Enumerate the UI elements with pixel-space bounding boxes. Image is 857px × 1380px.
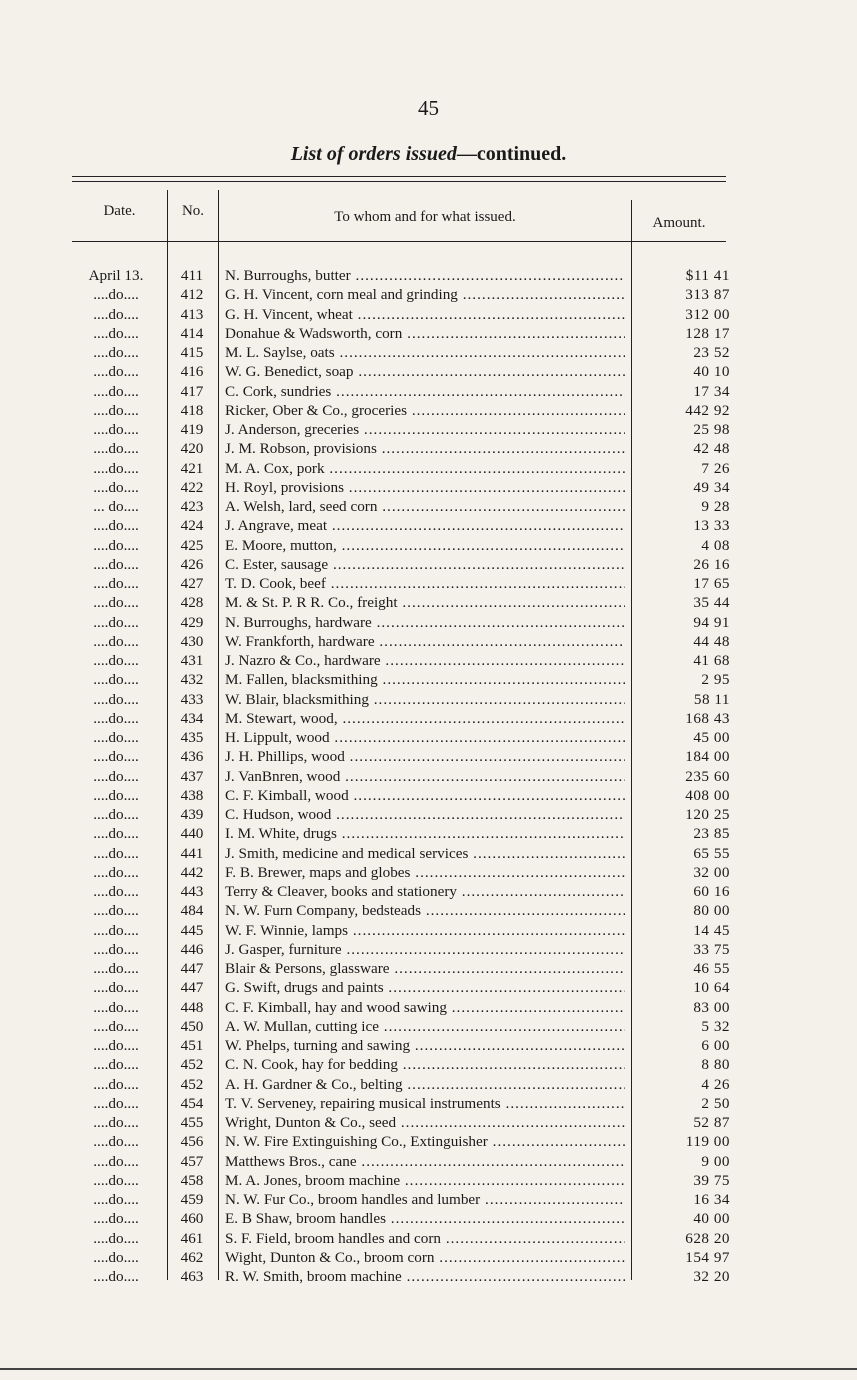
order-number: 443 (180, 883, 204, 900)
order-description: J. H. Phillips, wood ..... (225, 747, 625, 766)
order-description: C. F. Kimball, hay and wood sawing ..... (225, 998, 625, 1017)
order-date: ....do.... (93, 517, 139, 535)
order-description: J. Smith, medicine and medical services ..... (225, 844, 625, 863)
header-no: No. (181, 203, 205, 219)
order-number: 463 (180, 1268, 204, 1285)
order-date: ... do.... (93, 498, 139, 515)
table-row (0, 824, 857, 843)
order-number: 448 (180, 998, 204, 1016)
order-number: 436 (180, 748, 204, 766)
order-description: H. Lippult, wood ..... (225, 728, 625, 747)
order-description: J. Anderson, greceries ..... (225, 420, 625, 439)
order-date: ....do.... (93, 709, 139, 727)
order-description: G. Swift, drugs and paints ..... (225, 978, 625, 997)
order-amount: 5 32 (701, 1017, 730, 1035)
order-date: ....do.... (93, 363, 139, 381)
order-date: ....do.... (93, 613, 139, 631)
order-number: 434 (180, 709, 204, 727)
order-amount: 33 75 (693, 940, 730, 958)
table-row (0, 632, 857, 651)
table-row (0, 767, 857, 786)
order-amount: 2 95 (701, 671, 730, 689)
order-date: ....do.... (93, 825, 139, 843)
order-date: ....do.... (93, 1191, 139, 1208)
order-number: 431 (180, 652, 204, 669)
table-row (0, 844, 857, 863)
order-number: 416 (180, 363, 204, 381)
order-amount: 40 10 (693, 363, 730, 381)
order-amount: 235 60 (685, 767, 730, 785)
table-row (0, 516, 857, 535)
order-description: W. G. Benedict, soap ..... (225, 362, 625, 381)
order-number: 437 (180, 767, 204, 785)
top-rule-2 (72, 181, 726, 182)
order-date: ....do.... (93, 382, 139, 400)
order-description: E. B Shaw, broom handles ..... (225, 1209, 625, 1228)
table-row (0, 747, 857, 766)
order-amount: 58 11 (693, 690, 730, 708)
order-date: ....do.... (93, 921, 139, 939)
order-number: 419 (180, 421, 204, 438)
table-row (0, 1248, 857, 1267)
order-date: ....do.... (93, 1017, 139, 1035)
header-rule (72, 241, 726, 242)
order-number: 455 (180, 1114, 204, 1131)
order-amount: 408 00 (685, 786, 730, 804)
table-row (0, 343, 857, 362)
order-amount: 80 00 (693, 902, 730, 920)
table-row (0, 1229, 857, 1248)
table-row (0, 959, 857, 978)
order-description: N. Burroughs, butter ..... (225, 266, 625, 285)
order-number: 460 (180, 1210, 204, 1228)
table-row (0, 1209, 857, 1228)
order-date: ....do.... (93, 536, 139, 554)
order-date: ....do.... (93, 652, 139, 669)
header-desc: To whom and for what issued. (334, 209, 516, 225)
table-row (0, 1113, 857, 1132)
order-amount: 39 75 (693, 1171, 730, 1189)
order-description: M. A. Cox, pork ..... (225, 459, 625, 478)
order-amount: 7 26 (701, 459, 730, 477)
table-row (0, 1152, 857, 1171)
order-number: 450 (180, 1017, 204, 1035)
order-date: ....do.... (93, 786, 139, 804)
table-row (0, 805, 857, 824)
order-description: M. & St. P. R R. Co., freight ..... (225, 593, 625, 612)
order-amount: 168 43 (685, 709, 730, 727)
order-amount: 442 92 (685, 401, 730, 419)
order-description: N. W. Fire Extinguishing Co., Extinguisher ..... (225, 1132, 625, 1151)
order-amount: 10 64 (693, 979, 730, 997)
order-description: A. H. Gardner & Co., belting ..... (225, 1075, 625, 1094)
page-title-rest: —continued. (456, 143, 567, 165)
order-amount: 32 00 (693, 863, 730, 881)
order-date: ....do.... (93, 286, 139, 304)
table-row (0, 998, 857, 1017)
order-amount: $11 41 (685, 267, 730, 284)
order-description: E. Moore, mutton, ..... (225, 536, 625, 555)
order-description: C. Hudson, wood ..... (225, 805, 625, 824)
order-amount: 49 34 (693, 478, 730, 496)
order-amount: 23 52 (693, 344, 730, 361)
order-description: C. Ester, sausage ..... (225, 555, 625, 574)
table-row (0, 420, 857, 439)
order-number: 427 (180, 575, 204, 592)
order-number: 458 (180, 1171, 204, 1189)
order-amount: 23 85 (693, 825, 730, 843)
table-row (0, 709, 857, 728)
order-number: 428 (180, 594, 204, 612)
order-date: ....do.... (93, 1133, 139, 1151)
order-date: ....do.... (93, 1248, 139, 1266)
order-date: ....do.... (93, 863, 139, 881)
order-number: 421 (180, 459, 204, 477)
order-number: 425 (180, 536, 204, 554)
order-description: Matthews Bros., cane ..... (225, 1152, 625, 1171)
table-row (0, 459, 857, 478)
order-number: 457 (180, 1152, 204, 1170)
order-date: ....do.... (93, 575, 139, 592)
table-row (0, 555, 857, 574)
order-description: Wight, Dunton & Co., broom corn ..... (225, 1248, 625, 1267)
order-description: H. Royl, provisions ..... (225, 478, 625, 497)
order-number: 412 (180, 286, 204, 304)
order-description: C. F. Kimball, wood ..... (225, 786, 625, 805)
order-date: ....do.... (93, 1094, 139, 1112)
table-row (0, 651, 857, 670)
table-row (0, 478, 857, 497)
order-description: M. Fallen, blacksmithing ..... (225, 670, 625, 689)
table-row (0, 728, 857, 747)
order-amount: 42 48 (693, 440, 730, 458)
order-number: 432 (180, 671, 204, 689)
table-row (0, 786, 857, 805)
table-row (0, 863, 857, 882)
table-row (0, 382, 857, 401)
order-description: A. Welsh, lard, seed corn ..... (225, 497, 625, 516)
order-date: ....do.... (93, 478, 139, 496)
order-description: J. VanBnren, wood ..... (225, 767, 625, 786)
footer-rule (0, 1368, 857, 1370)
order-amount: 13 33 (693, 517, 730, 535)
table-row (0, 1132, 857, 1151)
header-amount: Amount. (652, 215, 706, 231)
order-date: ....do.... (93, 960, 139, 977)
order-date: ....do.... (93, 883, 139, 900)
order-number: 462 (180, 1248, 204, 1266)
order-description: T. V. Serveney, repairing musical instruments ..... (225, 1094, 625, 1113)
order-date: ....do.... (93, 421, 139, 438)
order-date: ....do.... (93, 671, 139, 689)
order-amount: 32 20 (693, 1268, 730, 1285)
order-description: N. Burroughs, hardware ..... (225, 613, 625, 632)
table-row (0, 1017, 857, 1036)
order-description: F. B. Brewer, maps and globes ..... (225, 863, 625, 882)
order-amount: 17 34 (693, 382, 730, 400)
page-title (0, 143, 857, 166)
order-number: 439 (180, 806, 204, 823)
order-amount: 154 97 (685, 1248, 730, 1266)
order-amount: 628 20 (685, 1229, 730, 1247)
order-description: R. W. Smith, broom machine ..... (225, 1267, 625, 1286)
order-amount: 60 16 (693, 883, 730, 900)
order-number: 442 (180, 863, 204, 881)
order-amount: 14 45 (693, 921, 730, 939)
table-row (0, 1094, 857, 1113)
order-amount: 35 44 (693, 594, 730, 612)
order-number: 440 (180, 825, 204, 843)
table-row (0, 901, 857, 920)
order-date: ....do.... (93, 729, 139, 746)
order-number: 422 (180, 478, 204, 496)
order-date: ....do.... (93, 690, 139, 708)
table-row (0, 497, 857, 516)
order-number: 418 (180, 401, 204, 419)
order-number: 429 (180, 613, 204, 631)
order-description: N. W. Furn Company, bedsteads ..... (225, 901, 625, 920)
order-amount: 17 65 (693, 575, 730, 592)
order-amount: 52 87 (693, 1114, 730, 1131)
order-description: J. Angrave, meat ..... (225, 516, 625, 535)
order-description: M. L. Saylse, oats ..... (225, 343, 625, 362)
order-amount: 128 17 (685, 324, 730, 342)
table-row (0, 1075, 857, 1094)
order-number: 433 (180, 690, 204, 708)
order-date: ....do.... (93, 632, 139, 650)
order-date: ....do.... (93, 1210, 139, 1228)
order-description: Wright, Dunton & Co., seed ..... (225, 1113, 625, 1132)
table-row (0, 593, 857, 612)
order-description: W. F. Winnie, lamps ..... (225, 921, 625, 940)
order-amount: 312 00 (685, 305, 730, 323)
order-amount: 2 50 (701, 1094, 730, 1112)
order-amount: 25 98 (693, 421, 730, 438)
order-number: 447 (180, 979, 204, 997)
header-date: Date. (103, 203, 136, 219)
order-date: ....do.... (93, 1152, 139, 1170)
order-date: ....do.... (93, 979, 139, 997)
table-row (0, 266, 857, 285)
order-description: S. F. Field, broom handles and corn ..... (225, 1229, 625, 1248)
order-amount: 40 00 (693, 1210, 730, 1228)
order-amount: 16 34 (693, 1191, 730, 1208)
order-description: A. W. Mullan, cutting ice ..... (225, 1017, 625, 1036)
table-row (0, 285, 857, 304)
order-date: ....do.... (93, 1114, 139, 1131)
table-row (0, 439, 857, 458)
table-row (0, 362, 857, 381)
order-amount: 26 16 (693, 555, 730, 573)
order-number: 414 (180, 324, 204, 342)
order-amount: 4 26 (701, 1075, 730, 1093)
table-row (0, 1055, 857, 1074)
order-number: 424 (180, 517, 204, 535)
table-row (0, 690, 857, 709)
table-row (0, 536, 857, 555)
order-date: ....do.... (93, 324, 139, 342)
table-row (0, 921, 857, 940)
table-row (0, 940, 857, 959)
order-description: W. Frankforth, hardware ..... (225, 632, 625, 651)
table-row (0, 305, 857, 324)
table-row (0, 401, 857, 420)
top-rule-1 (72, 176, 726, 177)
table-row (0, 978, 857, 997)
table-row (0, 1267, 857, 1286)
order-number: 438 (180, 786, 204, 804)
order-description: C. N. Cook, hay for bedding ..... (225, 1055, 625, 1074)
table-row (0, 613, 857, 632)
order-number: 415 (180, 344, 204, 361)
order-amount: 9 28 (701, 498, 730, 515)
order-description: G. H. Vincent, corn meal and grinding ..... (225, 285, 625, 304)
order-date: ....do.... (93, 902, 139, 920)
order-number: 445 (180, 921, 204, 939)
order-amount: 65 55 (693, 844, 730, 862)
order-description: Terry & Cleaver, books and stationery ..... (225, 882, 625, 901)
order-number: 452 (180, 1075, 204, 1093)
order-date: ....do.... (93, 844, 139, 862)
order-amount: 45 00 (693, 729, 730, 746)
order-number: 413 (180, 305, 204, 323)
order-date: ....do.... (93, 1171, 139, 1189)
orders-table (0, 266, 857, 1286)
order-amount: 41 68 (693, 652, 730, 669)
page-title-italic: List of orders issued (290, 143, 457, 165)
order-amount: 6 00 (701, 1037, 730, 1054)
order-date: ....do.... (93, 1075, 139, 1093)
order-date: ....do.... (93, 1229, 139, 1247)
order-description: N. W. Fur Co., broom handles and lumber ..... (225, 1190, 625, 1209)
order-description: C. Cork, sundries ..... (225, 382, 625, 401)
order-number: 411 (180, 267, 204, 284)
order-number: 430 (180, 632, 204, 650)
order-date: ....do.... (93, 748, 139, 766)
table-row (0, 1036, 857, 1055)
order-date: ....do.... (93, 1037, 139, 1054)
order-number: 454 (180, 1094, 204, 1112)
table-row (0, 324, 857, 343)
order-description: J. Nazro & Co., hardware ..... (225, 651, 625, 670)
order-date: ....do.... (93, 459, 139, 477)
page-number: 45 (418, 96, 439, 120)
order-number: 423 (180, 498, 204, 515)
order-date: ....do.... (93, 344, 139, 361)
order-description: Ricker, Ober & Co., groceries ..... (225, 401, 625, 420)
order-amount: 44 48 (693, 632, 730, 650)
order-number: 452 (180, 1056, 204, 1074)
order-description: Blair & Persons, glassware ..... (225, 959, 625, 978)
order-description: M. Stewart, wood, ..... (225, 709, 625, 728)
order-number: 441 (180, 844, 204, 862)
order-number: 484 (180, 902, 204, 920)
order-description: G. H. Vincent, wheat ..... (225, 305, 625, 324)
order-number: 461 (180, 1229, 204, 1247)
table-row (0, 1171, 857, 1190)
order-number: 456 (180, 1133, 204, 1151)
order-amount: 119 00 (685, 1133, 730, 1151)
order-amount: 83 00 (693, 998, 730, 1016)
order-amount: 120 25 (685, 806, 730, 823)
order-description: J. M. Robson, provisions ..... (225, 439, 625, 458)
order-date: ....do.... (93, 555, 139, 573)
order-number: 447 (180, 960, 204, 977)
order-amount: 184 00 (685, 748, 730, 766)
order-number: 426 (180, 555, 204, 573)
order-description: Donahue & Wadsworth, corn ..... (225, 324, 625, 343)
order-date: ....do.... (93, 401, 139, 419)
order-amount: 9 00 (701, 1152, 730, 1170)
order-description: J. Gasper, furniture ..... (225, 940, 625, 959)
order-date: ....do.... (93, 1056, 139, 1074)
order-description: T. D. Cook, beef ..... (225, 574, 625, 593)
order-date: ....do.... (93, 1268, 139, 1285)
order-amount: 46 55 (693, 960, 730, 977)
order-date: ....do.... (93, 305, 139, 323)
order-amount: 313 87 (685, 286, 730, 304)
order-date: ....do.... (93, 806, 139, 823)
table-row (0, 670, 857, 689)
order-description: M. A. Jones, broom machine ..... (225, 1171, 625, 1190)
order-number: 435 (180, 729, 204, 746)
order-amount: 4 08 (701, 536, 730, 554)
order-number: 446 (180, 940, 204, 958)
order-description: W. Blair, blacksmithing ..... (225, 690, 625, 709)
order-date: ....do.... (93, 940, 139, 958)
order-date: ....do.... (93, 440, 139, 458)
order-date: ....do.... (93, 767, 139, 785)
order-number: 451 (180, 1037, 204, 1054)
order-number: 459 (180, 1191, 204, 1208)
order-number: 420 (180, 440, 204, 458)
table-row (0, 1190, 857, 1209)
order-number: 417 (180, 382, 204, 400)
table-row (0, 882, 857, 901)
order-description: W. Phelps, turning and sawing ..... (225, 1036, 625, 1055)
order-amount: 8 80 (701, 1056, 730, 1074)
order-description: I. M. White, drugs ..... (225, 824, 625, 843)
order-date: ....do.... (93, 594, 139, 612)
order-date: April 13. (88, 267, 144, 284)
order-date: ....do.... (93, 998, 139, 1016)
table-row (0, 574, 857, 593)
order-amount: 94 91 (693, 613, 730, 631)
